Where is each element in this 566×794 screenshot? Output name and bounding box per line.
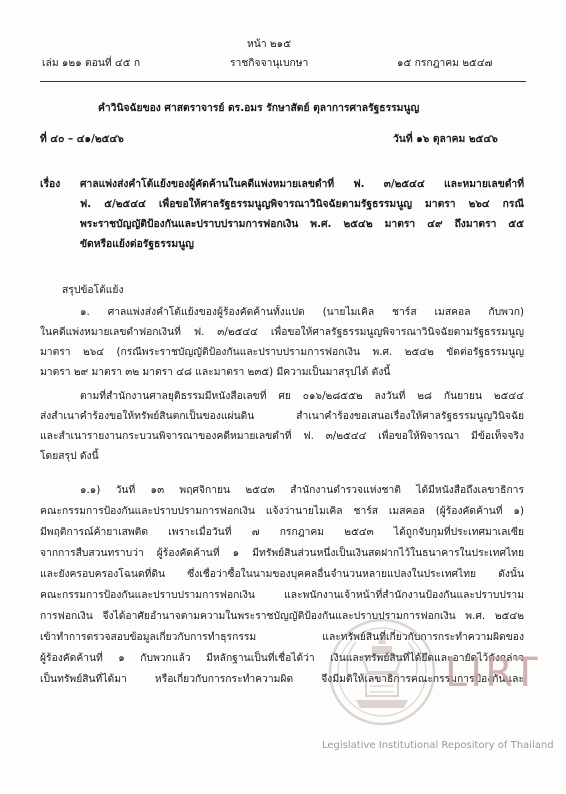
paragraph-line: คณะกรรมการป้องกันและปราบปรามการฟอกเงิน แจ้งว่านายไมเคิล ชาร์ส เมสคอล (ผู้ร้องคัดค้านที่ ๑) (40, 505, 524, 517)
paragraph-line: ผู้ร้องคัดค้านที่ ๑ กับพวกแล้ว มีหลักฐานเป็นที่เชื่อได้ว่า เงินและทรัพย์สินที่ได้ยึดและอายัดไว้ดังกล่าว (40, 652, 524, 664)
subject-label: เรื่อง (40, 178, 61, 190)
paragraph-line: จากการสืบสวนทราบว่า ผู้ร้องคัดค้านที่ ๑ มีทรัพย์สินส่วนหนึ่งเป็นเงินสดฝากไว้ในธนาคารในประเทศไทย (40, 547, 524, 559)
paragraph-line: เป็นทรัพย์สินที่ได้มา หรือเกี่ยวกับการกระทำความผิด จึงมีมติให้เลขาธิการคณะกรรมการป้องกันและ (40, 673, 524, 685)
gazette-name: ราชกิจจานุเบกษา (230, 57, 309, 69)
paragraph-line: และสำเนารายงานกระบวนพิจารณาของคดีหมายเลขดำที่ ฟ. ๓/๒๕๔๔ เพื่อขอให้พิจารณา มีข้อเท็จจริง (40, 430, 524, 442)
paragraph-line: ส่งสำเนาคำร้องขอให้ทรัพย์สินตกเป็นของแผ่นดิน สำเนาคำร้องขอเสนอเรื่องให้ศาลรัฐธรรมนูญวินิจฉัย (40, 410, 524, 422)
paragraph-line: มาตรา ๒๖๔ (กรณีพระราชบัญญัติป้องกันและปราบปรามการฟอกเงิน พ.ศ. ๒๕๔๒ ขัดต่อรัฐธรรมนูญ (40, 346, 524, 358)
paragraph-line: เข้าทำการตรวจสอบข้อมูลเกี่ยวกับการทำธุรกรรม และทรัพย์สินที่เกี่ยวกับการกระทำความผิดของ (40, 631, 524, 643)
parliament-seal-icon (326, 616, 438, 728)
subject-line: ศาลแพ่งส่งคำโต้แย้งของผู้คัดค้านในคดีแพ่งหมายเลขดำที่ ฟ. ๓/๒๕๔๔ และหมายเลขดำที่ (80, 178, 524, 190)
paragraph-line: โดยสรุป ดังนี้ (40, 450, 99, 462)
paragraph-line: มาตรา ๒๙ มาตรา ๓๒ มาตรา ๔๘ และมาตรา ๒๓๕) มีความเป็นมาสรุปได้ ดังนี้ (40, 366, 391, 378)
page-number: หน้า ๒๑๕ (247, 38, 291, 50)
paragraph-line: การฟอกเงิน จึงได้อาศัยอำนาจตามความในพระราชบัญญัติป้องกันและปราบปรามการฟอกเงิน พ.ศ. ๒๕๔๒ (40, 610, 524, 622)
gazette-date: ๑๕ กรกฎาคม ๒๕๔๗ (397, 57, 493, 69)
watermark-caption: Legislative Institutional Repository of Thailand (322, 740, 554, 751)
paragraph-line: ๑.๑) วันที่ ๑๓ พฤศจิกายน ๒๕๔๓ สำนักงานตำรวจแห่งชาติ ได้มีหนังสือถึงเลขาธิการ (80, 484, 524, 496)
paragraph-line: ในคดีแพ่งหมายเลขดำฟอกเงินที่ ฟ. ๓/๒๕๔๔ เพื่อขอให้ศาลรัฐธรรมนูญพิจารณาวินิจฉัยตามรัฐธรรมนูญ (40, 326, 524, 338)
section-heading: สรุปข้อโต้แย้ง (62, 284, 124, 296)
decision-number: ที่ ๔๐ – ๔๑/๒๕๔๖ (40, 133, 124, 145)
decision-title: คำวินิจฉัยของ ศาสตราจารย์ ดร.อมร รักษาสัตย์ ตุลาการศาลรัฐธรรมนูญ (98, 102, 420, 114)
decision-date: วันที่ ๑๖ ตุลาคม ๒๕๔๖ (393, 133, 498, 145)
watermark-logo: LIRT (445, 650, 541, 696)
paragraph-line: ๑. ศาลแพ่งส่งคำโต้แย้งของผู้ร้องคัดค้านทั้งแปด (นายไมเคิล ชาร์ส เมสคอล กับพวก) (80, 306, 524, 318)
paragraph-line: ตามที่สำนักงานศาลยุติธรรมมีหนังสือเลขที่ ศย ๐๑๖/๒๘๕๕๒ ลงวันที่ ๒๘ กันยายน ๒๕๔๔ (80, 390, 524, 402)
paragraph-line: มีพฤติการณ์ค้ายาเสพติด เพราะเมื่อวันที่ ๗ กรกฎาคม ๒๕๔๓ ได้ถูกจับกุมที่ประเทศมาเลเซีย (40, 526, 524, 538)
gazette-issue: เล่ม ๑๒๑ ตอนที่ ๔๕ ก (42, 57, 141, 69)
paragraph-line: คณะกรรมการป้องกันและปราบปรามการฟอกเงิน และพนักงานเจ้าหน้าที่สำนักงานป้องกันและปราบปราม (40, 589, 524, 601)
paragraph-line: และยังครอบครองโฉนดที่ดิน ซึ่งเชื่อว่าซื้อในนามของบุคคลอื่นจำนวนหลายแปลงในประเทศไทย ดังนั้น (40, 568, 524, 580)
subject-line: พระราชบัญญัติป้องกันและปราบปรามการฟอกเงิน พ.ศ. ๒๕๔๒ มาตรา ๔๙ ถึงมาตรา ๕๕ (80, 218, 524, 230)
header-divider (40, 81, 526, 82)
subject-line: ฟ. ๕/๒๕๔๔ เพื่อขอให้ศาลรัฐธรรมนูญพิจารณาวินิจฉัยตามรัฐธรรมนูญ มาตรา ๒๖๔ กรณี (80, 198, 524, 210)
subject-line: ขัดหรือแย้งต่อรัฐธรรมนูญ (80, 238, 194, 250)
